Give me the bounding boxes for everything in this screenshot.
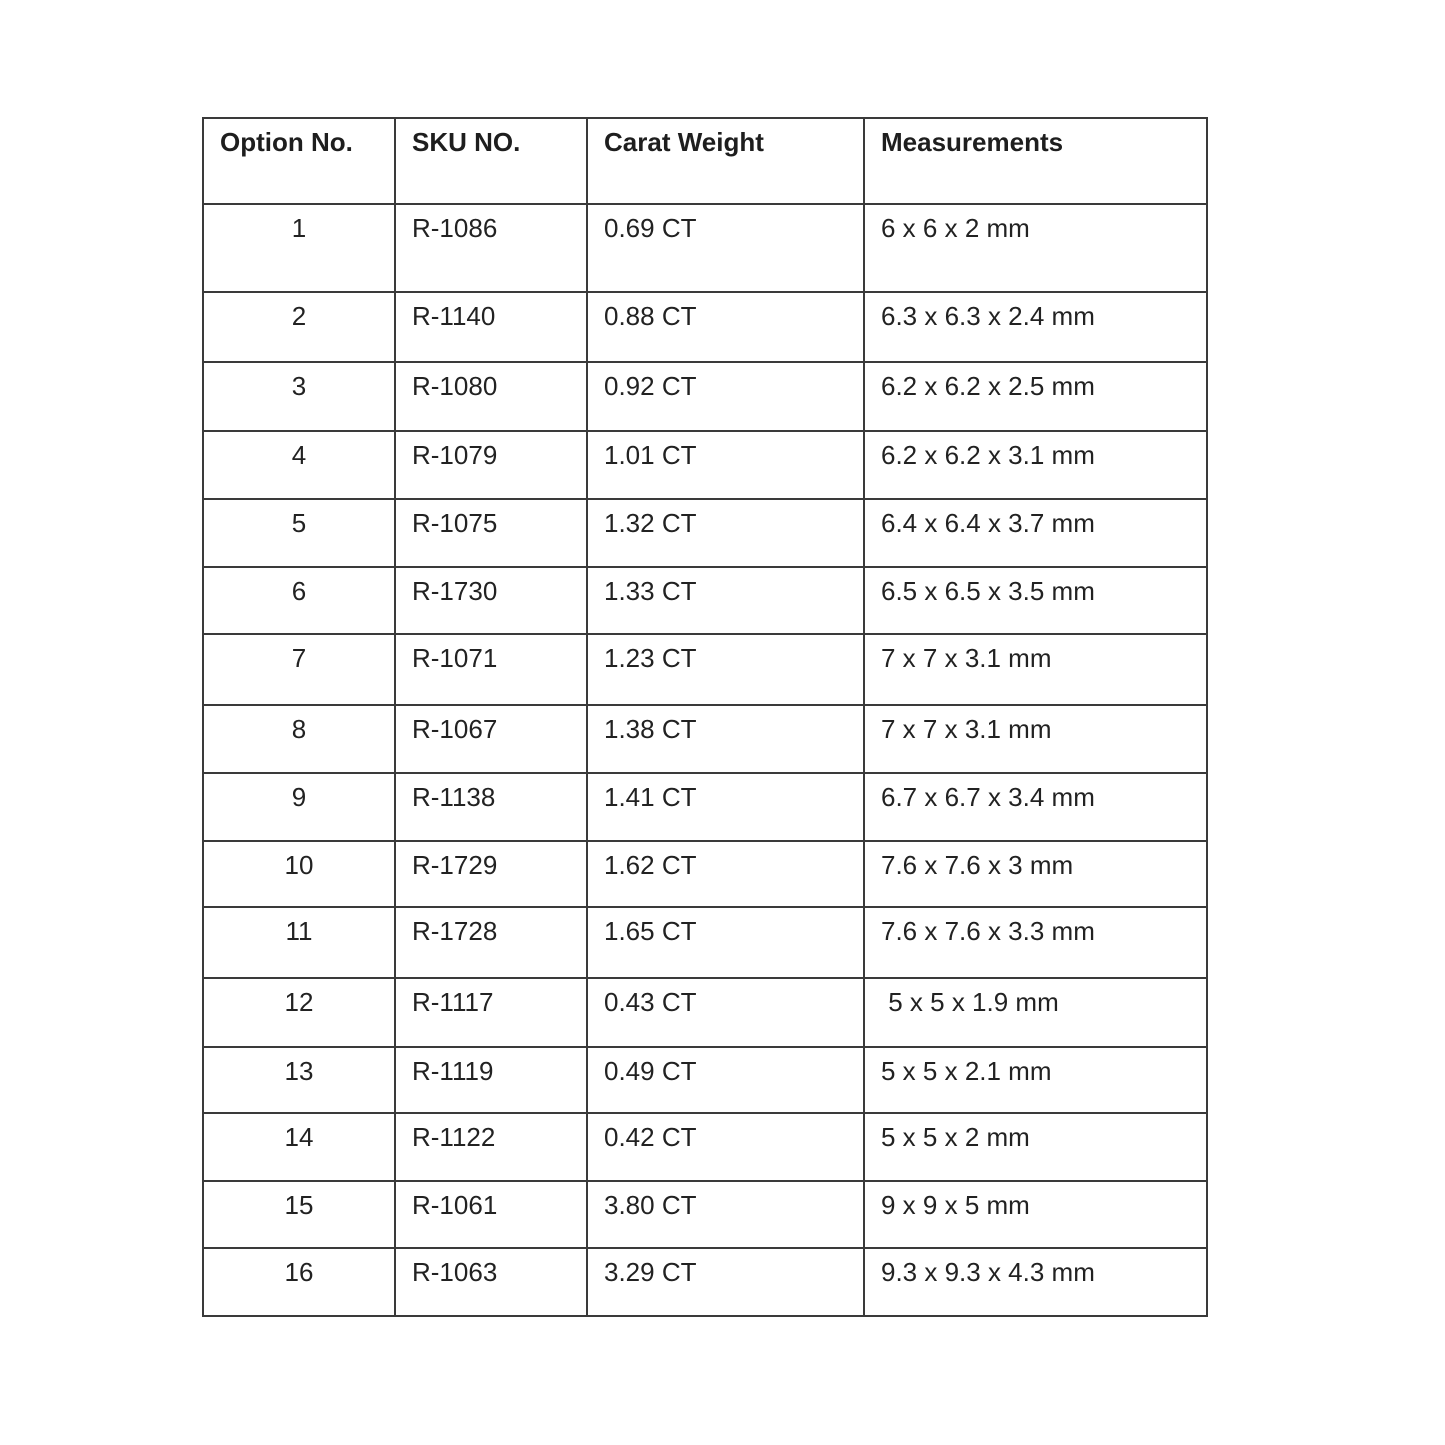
cell-option-no: 5 — [203, 499, 395, 567]
cell-measurements: 6.7 x 6.7 x 3.4 mm — [864, 773, 1207, 841]
cell-option-no: 2 — [203, 292, 395, 362]
table-row — [203, 705, 1207, 773]
cell-sku-no: R-1071 — [395, 634, 587, 705]
cell-sku-no: R-1122 — [395, 1113, 587, 1181]
cell-carat-weight: 0.42 CT — [587, 1113, 864, 1181]
table-row — [203, 499, 1207, 567]
cell-measurements: 7.6 x 7.6 x 3.3 mm — [864, 907, 1207, 978]
table-row — [203, 1181, 1207, 1248]
table-row — [203, 978, 1207, 1047]
cell-carat-weight: 3.29 CT — [587, 1248, 864, 1316]
cell-option-no: 14 — [203, 1113, 395, 1181]
header-measurements: Measurements — [864, 118, 1207, 204]
cell-option-no: 8 — [203, 705, 395, 773]
cell-measurements: 9 x 9 x 5 mm — [864, 1181, 1207, 1248]
cell-sku-no: R-1086 — [395, 204, 587, 292]
cell-sku-no: R-1117 — [395, 978, 587, 1047]
cell-measurements: 5 x 5 x 2.1 mm — [864, 1047, 1207, 1113]
cell-option-no: 3 — [203, 362, 395, 431]
cell-sku-no: R-1728 — [395, 907, 587, 978]
table-row — [203, 841, 1207, 907]
cell-option-no: 6 — [203, 567, 395, 634]
cell-option-no: 13 — [203, 1047, 395, 1113]
cell-measurements: 5 x 5 x 1.9 mm — [864, 978, 1207, 1047]
cell-measurements: 6.2 x 6.2 x 3.1 mm — [864, 431, 1207, 499]
cell-option-no: 11 — [203, 907, 395, 978]
cell-carat-weight: 1.23 CT — [587, 634, 864, 705]
table-row — [203, 204, 1207, 292]
table-row — [203, 292, 1207, 362]
cell-sku-no: R-1138 — [395, 773, 587, 841]
table-row — [203, 362, 1207, 431]
cell-sku-no: R-1063 — [395, 1248, 587, 1316]
cell-option-no: 15 — [203, 1181, 395, 1248]
cell-measurements: 6.5 x 6.5 x 3.5 mm — [864, 567, 1207, 634]
cell-carat-weight: 1.65 CT — [587, 907, 864, 978]
cell-sku-no: R-1079 — [395, 431, 587, 499]
cell-carat-weight: 1.41 CT — [587, 773, 864, 841]
cell-carat-weight: 0.69 CT — [587, 204, 864, 292]
cell-option-no: 4 — [203, 431, 395, 499]
cell-carat-weight: 1.38 CT — [587, 705, 864, 773]
cell-sku-no: R-1075 — [395, 499, 587, 567]
cell-measurements: 9.3 x 9.3 x 4.3 mm — [864, 1248, 1207, 1316]
cell-sku-no: R-1119 — [395, 1047, 587, 1113]
spec-table — [202, 117, 1208, 1317]
cell-carat-weight: 1.01 CT — [587, 431, 864, 499]
cell-option-no: 9 — [203, 773, 395, 841]
cell-option-no: 1 — [203, 204, 395, 292]
cell-option-no: 10 — [203, 841, 395, 907]
cell-sku-no: R-1729 — [395, 841, 587, 907]
cell-carat-weight: 1.62 CT — [587, 841, 864, 907]
cell-carat-weight: 1.33 CT — [587, 567, 864, 634]
table-row — [203, 1047, 1207, 1113]
header-carat-weight: Carat Weight — [587, 118, 864, 204]
cell-measurements: 7.6 x 7.6 x 3 mm — [864, 841, 1207, 907]
table-row — [203, 773, 1207, 841]
cell-measurements: 7 x 7 x 3.1 mm — [864, 634, 1207, 705]
cell-carat-weight: 1.32 CT — [587, 499, 864, 567]
cell-carat-weight: 0.49 CT — [587, 1047, 864, 1113]
table-row — [203, 907, 1207, 978]
cell-carat-weight: 0.43 CT — [587, 978, 864, 1047]
cell-option-no: 12 — [203, 978, 395, 1047]
header-sku-no: SKU NO. — [395, 118, 587, 204]
table-body — [203, 204, 1207, 1316]
cell-sku-no: R-1730 — [395, 567, 587, 634]
cell-sku-no: R-1061 — [395, 1181, 587, 1248]
table-row — [203, 1113, 1207, 1181]
cell-sku-no: R-1140 — [395, 292, 587, 362]
cell-measurements: 6 x 6 x 2 mm — [864, 204, 1207, 292]
header-option-no: Option No. — [203, 118, 395, 204]
cell-option-no: 7 — [203, 634, 395, 705]
cell-measurements: 6.2 x 6.2 x 2.5 mm — [864, 362, 1207, 431]
table-row — [203, 431, 1207, 499]
cell-carat-weight: 0.92 CT — [587, 362, 864, 431]
table-row — [203, 1248, 1207, 1316]
cell-option-no: 16 — [203, 1248, 395, 1316]
table-row — [203, 634, 1207, 705]
header-row — [203, 118, 1207, 204]
cell-measurements: 6.3 x 6.3 x 2.4 mm — [864, 292, 1207, 362]
cell-sku-no: R-1080 — [395, 362, 587, 431]
cell-measurements: 7 x 7 x 3.1 mm — [864, 705, 1207, 773]
cell-carat-weight: 0.88 CT — [587, 292, 864, 362]
cell-sku-no: R-1067 — [395, 705, 587, 773]
cell-measurements: 5 x 5 x 2 mm — [864, 1113, 1207, 1181]
cell-carat-weight: 3.80 CT — [587, 1181, 864, 1248]
cell-measurements: 6.4 x 6.4 x 3.7 mm — [864, 499, 1207, 567]
table-row — [203, 567, 1207, 634]
